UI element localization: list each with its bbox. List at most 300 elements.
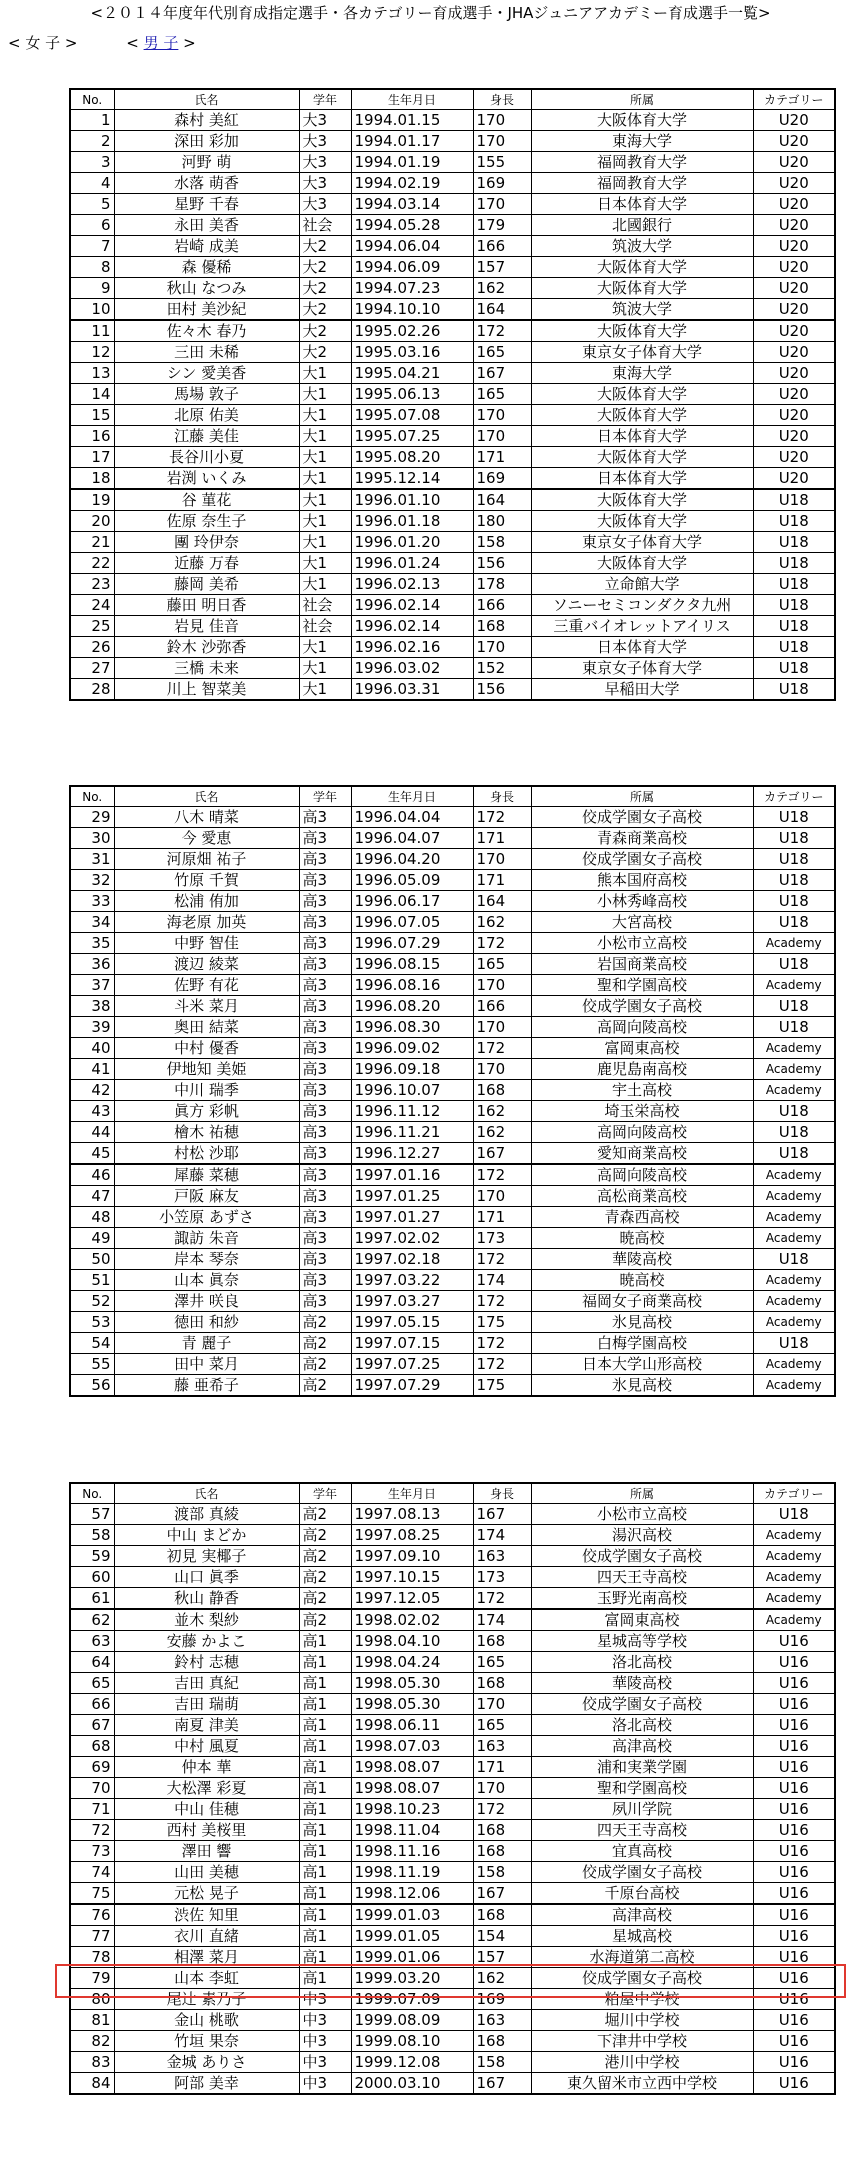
cell-no: 35 — [70, 933, 114, 954]
cell-grade: 大3 — [299, 131, 351, 152]
cell-birth: 1998.11.04 — [351, 1820, 473, 1841]
cell-affiliation: 氷見高校 — [531, 1375, 753, 1397]
cell-category: U16 — [753, 1926, 835, 1947]
cell-category: Academy — [753, 1080, 835, 1101]
header-name: 氏名 — [114, 89, 299, 110]
cell-birth: 1999.03.20 — [351, 1968, 473, 1989]
cell-birth: 1997.07.15 — [351, 1333, 473, 1354]
cell-no: 48 — [70, 1207, 114, 1228]
cell-grade: 大2 — [299, 299, 351, 321]
table-row — [70, 1588, 835, 1610]
roster-table-2 — [69, 785, 836, 1397]
cell-grade: 大3 — [299, 194, 351, 215]
cell-height: 174 — [473, 1609, 531, 1631]
cell-grade: 大1 — [299, 447, 351, 468]
cell-no: 79 — [70, 1968, 114, 1989]
cell-name: 山口 眞季 — [114, 1567, 299, 1588]
cell-category: U18 — [753, 511, 835, 532]
cell-affiliation: 三重バイオレットアイリス — [531, 616, 753, 637]
cell-name: 小笠原 あずさ — [114, 1207, 299, 1228]
cell-name: 森村 美紅 — [114, 110, 299, 131]
cell-no: 64 — [70, 1652, 114, 1673]
cell-height: 166 — [473, 236, 531, 257]
table-row — [70, 870, 835, 891]
cell-birth: 1997.03.27 — [351, 1291, 473, 1312]
cell-no: 66 — [70, 1694, 114, 1715]
header-height: 身長 — [473, 786, 531, 807]
cell-no: 84 — [70, 2073, 114, 2095]
cell-affiliation: 日本体育大学 — [531, 468, 753, 490]
cell-no: 74 — [70, 1862, 114, 1883]
cell-birth: 1996.08.16 — [351, 975, 473, 996]
cell-affiliation: 福岡教育大学 — [531, 173, 753, 194]
cell-name: 澤田 響 — [114, 1841, 299, 1862]
cell-grade: 高3 — [299, 1249, 351, 1270]
cell-birth: 1998.11.19 — [351, 1862, 473, 1883]
cell-category: U18 — [753, 1101, 835, 1122]
cell-no: 9 — [70, 278, 114, 299]
cell-grade: 高1 — [299, 1778, 351, 1799]
cell-birth: 1996.02.13 — [351, 574, 473, 595]
table-row — [70, 807, 835, 828]
cell-affiliation: 埼玉栄高校 — [531, 1101, 753, 1122]
cell-affiliation: 高岡向陵高校 — [531, 1017, 753, 1038]
cell-category: U16 — [753, 1947, 835, 1968]
cell-no: 20 — [70, 511, 114, 532]
cell-no: 80 — [70, 1989, 114, 2010]
table-row — [70, 1375, 835, 1397]
nav-link-men[interactable]: 男 子 — [143, 34, 179, 52]
cell-height: 168 — [473, 1820, 531, 1841]
table-row — [70, 954, 835, 975]
cell-birth: 1996.01.20 — [351, 532, 473, 553]
cell-name: 三田 未稀 — [114, 342, 299, 363]
cell-height: 168 — [473, 2031, 531, 2052]
table-row — [70, 342, 835, 363]
table-row — [70, 236, 835, 257]
cell-affiliation: 青森商業高校 — [531, 828, 753, 849]
table-row — [70, 1820, 835, 1841]
cell-grade: 高1 — [299, 1631, 351, 1652]
table-row — [70, 1715, 835, 1736]
table-row — [70, 1947, 835, 1968]
cell-affiliation: 四天王寺高校 — [531, 1820, 753, 1841]
table-row — [70, 110, 835, 131]
cell-name: 元松 晃子 — [114, 1883, 299, 1905]
table-row — [70, 1567, 835, 1588]
cell-birth: 1998.12.06 — [351, 1883, 473, 1905]
table-row — [70, 152, 835, 173]
cell-birth: 1996.01.24 — [351, 553, 473, 574]
cell-grade: 中3 — [299, 2073, 351, 2095]
cell-name: 中山 まどか — [114, 1525, 299, 1546]
cell-birth: 1997.12.05 — [351, 1588, 473, 1610]
table-row — [70, 1291, 835, 1312]
nav-current-women: < 女 子 > — [8, 34, 78, 52]
cell-grade: 高3 — [299, 1038, 351, 1059]
cell-no: 45 — [70, 1143, 114, 1165]
header-grade: 学年 — [299, 89, 351, 110]
cell-grade: 高2 — [299, 1546, 351, 1567]
header-no: No. — [70, 786, 114, 807]
header-name: 氏名 — [114, 1483, 299, 1504]
cell-birth: 1996.03.02 — [351, 658, 473, 679]
cell-grade: 高3 — [299, 996, 351, 1017]
cell-birth: 1994.10.10 — [351, 299, 473, 321]
cell-category: Academy — [753, 1375, 835, 1397]
cell-grade: 大1 — [299, 553, 351, 574]
table-row — [70, 891, 835, 912]
cell-birth: 1999.01.05 — [351, 1926, 473, 1947]
cell-category: Academy — [753, 1038, 835, 1059]
cell-birth: 1994.06.09 — [351, 257, 473, 278]
cell-no: 54 — [70, 1333, 114, 1354]
cell-no: 51 — [70, 1270, 114, 1291]
cell-affiliation: 氷見高校 — [531, 1312, 753, 1333]
cell-height: 154 — [473, 1926, 531, 1947]
table-row — [70, 1862, 835, 1883]
cell-grade: 社会 — [299, 215, 351, 236]
cell-affiliation: 聖和学園高校 — [531, 1778, 753, 1799]
cell-name: 永田 美香 — [114, 215, 299, 236]
table-row — [70, 1883, 835, 1905]
cell-height: 166 — [473, 996, 531, 1017]
cell-grade: 大1 — [299, 532, 351, 553]
header-height: 身長 — [473, 1483, 531, 1504]
cell-name: 中村 風夏 — [114, 1736, 299, 1757]
cell-birth: 1994.01.15 — [351, 110, 473, 131]
cell-birth: 1994.03.14 — [351, 194, 473, 215]
cell-height: 171 — [473, 447, 531, 468]
cell-name: 渡部 真綾 — [114, 1504, 299, 1525]
cell-affiliation: 洛北高校 — [531, 1652, 753, 1673]
cell-birth: 1998.11.16 — [351, 1841, 473, 1862]
cell-affiliation: 福岡教育大学 — [531, 152, 753, 173]
cell-name: 佐々木 春乃 — [114, 320, 299, 342]
table-row — [70, 1270, 835, 1291]
cell-affiliation: 暁高校 — [531, 1270, 753, 1291]
cell-name: 星野 千春 — [114, 194, 299, 215]
cell-name: 岩渕 いくみ — [114, 468, 299, 490]
cell-birth: 1999.08.10 — [351, 2031, 473, 2052]
cell-category: U16 — [753, 1694, 835, 1715]
cell-grade: 大1 — [299, 363, 351, 384]
cell-no: 38 — [70, 996, 114, 1017]
cell-category: U20 — [753, 342, 835, 363]
cell-birth: 1996.01.18 — [351, 511, 473, 532]
cell-height: 162 — [473, 1101, 531, 1122]
cell-name: 吉田 真紀 — [114, 1673, 299, 1694]
cell-category: Academy — [753, 1186, 835, 1207]
cell-category: U18 — [753, 1504, 835, 1525]
cell-height: 168 — [473, 1841, 531, 1862]
cell-height: 163 — [473, 1736, 531, 1757]
cell-category: U18 — [753, 1333, 835, 1354]
cell-height: 158 — [473, 1862, 531, 1883]
cell-grade: 高3 — [299, 1186, 351, 1207]
cell-no: 69 — [70, 1757, 114, 1778]
cell-affiliation: 千原台高校 — [531, 1883, 753, 1905]
cell-height: 168 — [473, 1673, 531, 1694]
cell-affiliation: 洛北高校 — [531, 1715, 753, 1736]
cell-no: 52 — [70, 1291, 114, 1312]
cell-name: シン 愛美香 — [114, 363, 299, 384]
cell-birth: 1996.09.02 — [351, 1038, 473, 1059]
cell-birth: 1995.07.08 — [351, 405, 473, 426]
cell-height: 162 — [473, 278, 531, 299]
cell-height: 158 — [473, 2052, 531, 2073]
table-header-row — [70, 1483, 835, 1504]
cell-height: 166 — [473, 595, 531, 616]
cell-birth: 1996.07.29 — [351, 933, 473, 954]
cell-birth: 1996.08.15 — [351, 954, 473, 975]
cell-grade: 大2 — [299, 320, 351, 342]
cell-category: Academy — [753, 933, 835, 954]
cell-no: 13 — [70, 363, 114, 384]
cell-height: 152 — [473, 658, 531, 679]
cell-name: 徳田 和紗 — [114, 1312, 299, 1333]
header-birthdate: 生年月日 — [351, 89, 473, 110]
cell-affiliation: 宜真高校 — [531, 1841, 753, 1862]
cell-height: 165 — [473, 384, 531, 405]
cell-grade: 高3 — [299, 912, 351, 933]
cell-no: 39 — [70, 1017, 114, 1038]
cell-name: 秋山 なつみ — [114, 278, 299, 299]
cell-category: Academy — [753, 1207, 835, 1228]
cell-birth: 1996.11.21 — [351, 1122, 473, 1143]
cell-category: U20 — [753, 257, 835, 278]
cell-height: 172 — [473, 1164, 531, 1186]
cell-birth: 1994.01.17 — [351, 131, 473, 152]
cell-grade: 中3 — [299, 1989, 351, 2010]
cell-birth: 1996.08.30 — [351, 1017, 473, 1038]
cell-grade: 社会 — [299, 595, 351, 616]
cell-height: 178 — [473, 574, 531, 595]
cell-birth: 1996.04.04 — [351, 807, 473, 828]
cell-category: U20 — [753, 384, 835, 405]
cell-affiliation: 華陵高校 — [531, 1673, 753, 1694]
cell-grade: 高1 — [299, 1862, 351, 1883]
cell-category: U16 — [753, 2052, 835, 2073]
cell-name: 團 玲伊奈 — [114, 532, 299, 553]
cell-affiliation: 玉野光南高校 — [531, 1588, 753, 1610]
cell-category: Academy — [753, 975, 835, 996]
cell-birth: 1997.03.22 — [351, 1270, 473, 1291]
cell-name: 田中 菜月 — [114, 1354, 299, 1375]
cell-birth: 1998.08.07 — [351, 1757, 473, 1778]
cell-category: U18 — [753, 532, 835, 553]
cell-no: 34 — [70, 912, 114, 933]
cell-name: 安藤 かよこ — [114, 1631, 299, 1652]
cell-category: U18 — [753, 870, 835, 891]
cell-no: 58 — [70, 1525, 114, 1546]
table-row — [70, 1354, 835, 1375]
cell-grade: 高3 — [299, 1101, 351, 1122]
cell-category: U20 — [753, 363, 835, 384]
cell-height: 163 — [473, 1546, 531, 1567]
cell-name: 佐原 奈生子 — [114, 511, 299, 532]
cell-name: 北原 佑美 — [114, 405, 299, 426]
cell-height: 170 — [473, 637, 531, 658]
cell-name: 大松澤 彩夏 — [114, 1778, 299, 1799]
cell-height: 164 — [473, 299, 531, 321]
cell-name: 斗米 菜月 — [114, 996, 299, 1017]
cell-grade: 高3 — [299, 1080, 351, 1101]
header-birthdate: 生年月日 — [351, 786, 473, 807]
cell-height: 168 — [473, 1631, 531, 1652]
cell-grade: 中3 — [299, 2031, 351, 2052]
cell-height: 170 — [473, 975, 531, 996]
table-row — [70, 1333, 835, 1354]
cell-name: 藤岡 美希 — [114, 574, 299, 595]
cell-category: U16 — [753, 1673, 835, 1694]
cell-name: 檜木 祐穂 — [114, 1122, 299, 1143]
cell-name: 中野 智佳 — [114, 933, 299, 954]
cell-height: 173 — [473, 1567, 531, 1588]
cell-birth: 1998.06.11 — [351, 1715, 473, 1736]
cell-category: U20 — [753, 426, 835, 447]
cell-no: 27 — [70, 658, 114, 679]
table-row — [70, 849, 835, 870]
cell-birth: 1996.12.27 — [351, 1143, 473, 1165]
cell-category: U16 — [753, 1715, 835, 1736]
cell-name: 吉田 瑞萌 — [114, 1694, 299, 1715]
cell-no: 21 — [70, 532, 114, 553]
cell-affiliation: 高岡向陵高校 — [531, 1122, 753, 1143]
cell-height: 169 — [473, 1989, 531, 2010]
cell-grade: 中3 — [299, 2052, 351, 2073]
cell-height: 168 — [473, 616, 531, 637]
cell-birth: 1996.11.12 — [351, 1101, 473, 1122]
cell-affiliation: 小林秀峰高校 — [531, 891, 753, 912]
cell-birth: 1997.01.25 — [351, 1186, 473, 1207]
table-row — [70, 532, 835, 553]
cell-birth: 1997.07.29 — [351, 1375, 473, 1397]
cell-name: 竹原 千賀 — [114, 870, 299, 891]
cell-height: 167 — [473, 1883, 531, 1905]
cell-birth: 1996.02.14 — [351, 616, 473, 637]
cell-grade: 高2 — [299, 1375, 351, 1397]
header-affiliation: 所属 — [531, 89, 753, 110]
cell-affiliation: 佼成学園女子高校 — [531, 1968, 753, 1989]
cell-no: 31 — [70, 849, 114, 870]
table-header-row — [70, 89, 835, 110]
header-category: カテゴリー — [753, 1483, 835, 1504]
cell-name: 南夏 津美 — [114, 1715, 299, 1736]
cell-name: 馬場 敦子 — [114, 384, 299, 405]
cell-grade: 高3 — [299, 1059, 351, 1080]
cell-no: 36 — [70, 954, 114, 975]
cell-affiliation: 佼成学園女子高校 — [531, 1862, 753, 1883]
cell-name: 河原畑 祐子 — [114, 849, 299, 870]
cell-affiliation: 小松市立高校 — [531, 1504, 753, 1525]
header-grade: 学年 — [299, 786, 351, 807]
header-height: 身長 — [473, 89, 531, 110]
cell-affiliation: 青森西高校 — [531, 1207, 753, 1228]
cell-category: Academy — [753, 1588, 835, 1610]
cell-category: U16 — [753, 1904, 835, 1926]
cell-grade: 高1 — [299, 1694, 351, 1715]
cell-grade: 高1 — [299, 1883, 351, 1905]
cell-name: 眞方 彩帆 — [114, 1101, 299, 1122]
table-row — [70, 658, 835, 679]
cell-no: 49 — [70, 1228, 114, 1249]
cell-birth: 1999.01.03 — [351, 1904, 473, 1926]
table-row — [70, 1143, 835, 1165]
cell-no: 10 — [70, 299, 114, 321]
cell-category: U18 — [753, 849, 835, 870]
cell-category: U18 — [753, 912, 835, 933]
cell-birth: 1997.08.25 — [351, 1525, 473, 1546]
nav-men-wrapper — [126, 34, 196, 52]
cell-name: 阿部 美幸 — [114, 2073, 299, 2095]
cell-name: 江藤 美佳 — [114, 426, 299, 447]
cell-birth: 1996.06.17 — [351, 891, 473, 912]
table-row — [70, 1652, 835, 1673]
cell-height: 167 — [473, 363, 531, 384]
cell-height: 162 — [473, 1122, 531, 1143]
cell-birth: 1995.03.16 — [351, 342, 473, 363]
cell-birth: 1998.04.24 — [351, 1652, 473, 1673]
cell-height: 172 — [473, 1038, 531, 1059]
cell-affiliation: 大阪体育大学 — [531, 320, 753, 342]
cell-category: U16 — [753, 1652, 835, 1673]
cell-height: 172 — [473, 807, 531, 828]
cell-height: 169 — [473, 173, 531, 194]
cell-name: 初見 実椰子 — [114, 1546, 299, 1567]
cell-category: U20 — [753, 131, 835, 152]
cell-grade: 大1 — [299, 511, 351, 532]
table-row — [70, 173, 835, 194]
cell-name: 秋山 静香 — [114, 1588, 299, 1610]
cell-birth: 1996.08.20 — [351, 996, 473, 1017]
cell-birth: 1999.12.08 — [351, 2052, 473, 2073]
cell-birth: 1998.10.23 — [351, 1799, 473, 1820]
cell-height: 170 — [473, 1778, 531, 1799]
cell-grade: 高3 — [299, 1207, 351, 1228]
cell-height: 162 — [473, 1968, 531, 1989]
cell-grade: 高1 — [299, 1904, 351, 1926]
cell-name: 鈴木 沙弥香 — [114, 637, 299, 658]
cell-name: 金山 桃歌 — [114, 2010, 299, 2031]
cell-name: 河野 萌 — [114, 152, 299, 173]
cell-no: 71 — [70, 1799, 114, 1820]
table-row — [70, 2073, 835, 2095]
table-row — [70, 426, 835, 447]
header-no: No. — [70, 89, 114, 110]
cell-affiliation: 大阪体育大学 — [531, 553, 753, 574]
cell-no: 8 — [70, 257, 114, 278]
cell-grade: 大1 — [299, 426, 351, 447]
cell-no: 1 — [70, 110, 114, 131]
table-row — [70, 595, 835, 616]
cell-birth: 1999.01.06 — [351, 1947, 473, 1968]
cell-birth: 1996.02.14 — [351, 595, 473, 616]
cell-grade: 大1 — [299, 637, 351, 658]
cell-birth: 1996.03.31 — [351, 679, 473, 701]
cell-grade: 高1 — [299, 1652, 351, 1673]
cell-no: 4 — [70, 173, 114, 194]
cell-height: 168 — [473, 1080, 531, 1101]
cell-birth: 1995.04.21 — [351, 363, 473, 384]
cell-category: U18 — [753, 1122, 835, 1143]
cell-grade: 高1 — [299, 1841, 351, 1862]
cell-height: 170 — [473, 405, 531, 426]
cell-no: 15 — [70, 405, 114, 426]
cell-affiliation: 小松市立高校 — [531, 933, 753, 954]
table-row — [70, 257, 835, 278]
cell-category: U16 — [753, 1862, 835, 1883]
